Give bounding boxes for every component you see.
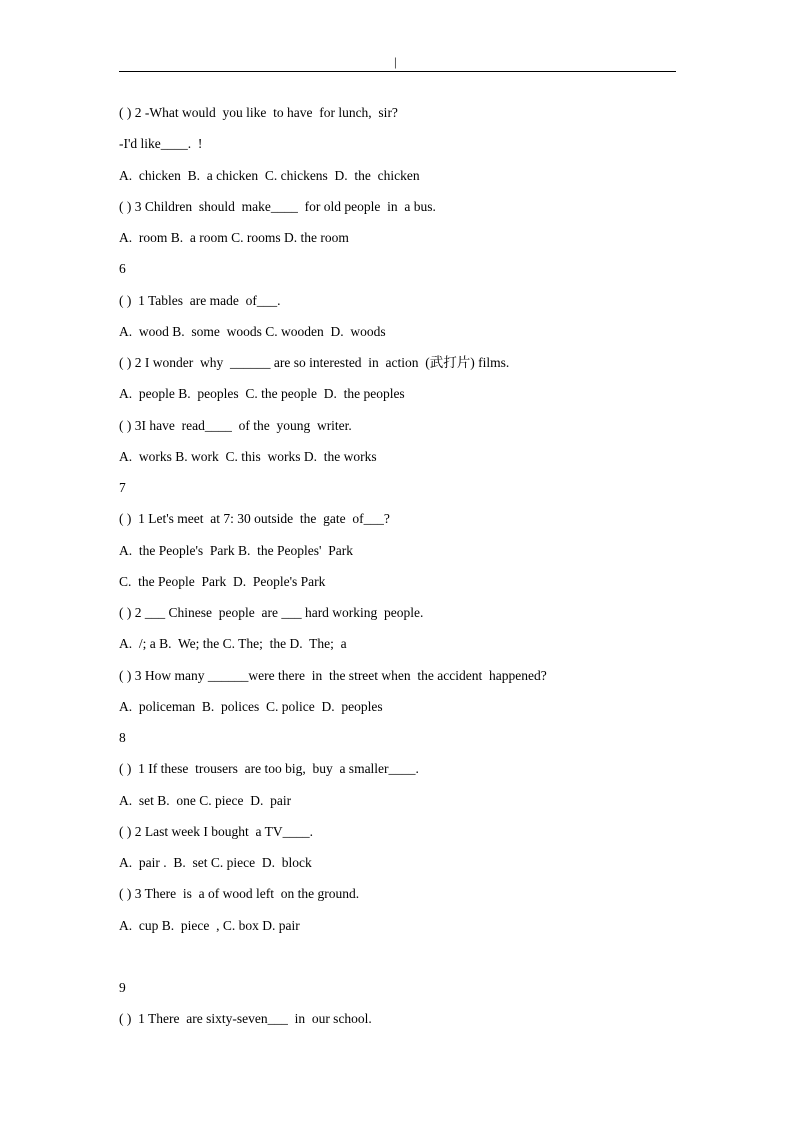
header-rule [119, 71, 676, 72]
answer-options: A. set B. one C. piece D. pair [119, 792, 292, 808]
question-text: ( ) 2 Last week I bought a TV____. [119, 823, 313, 839]
answer-options: A. the People's Park B. the Peoples' Park [119, 542, 353, 558]
question-text: ( ) 3I have read____ of the young writer. [119, 417, 352, 433]
answer-options: A. wood B. some woods C. wooden D. woods [119, 323, 386, 339]
section-number: 7 [119, 480, 126, 495]
question-text: ( ) 1 Tables are made of___. [119, 292, 281, 308]
answer-options: A. room B. a room C. rooms D. the room [119, 230, 349, 245]
section-number: 9 [119, 980, 126, 995]
answer-options: A. pair . B. set C. piece D. block [119, 855, 312, 870]
question-text: ( ) 3 How many ______were there in the street when the accident happened? [119, 667, 547, 683]
question-text: ( ) 1 There are sixty-seven___ in our school. [119, 1011, 372, 1027]
answer-line: -I'd like____. ! [119, 136, 203, 152]
answer-options: A. cup B. piece , C. box D. pair [119, 917, 300, 933]
question-text: ( ) 3 There is a of wood left on the ground. [119, 886, 360, 902]
answer-options: A. policeman B. polices C. police D. peoples [119, 698, 383, 714]
question-text: ( ) 3 Children should make____ for old people in a bus. [119, 198, 436, 214]
header-mark: | [394, 54, 397, 69]
answer-options: C. the People Park D. People's Park [119, 573, 326, 589]
question-list [119, 103, 679, 1041]
section-number: 6 [119, 261, 126, 277]
answer-options: A. works B. work C. this works D. the works [119, 448, 377, 464]
question-text: ( ) 2 ___ Chinese people are ___ hard working people. [119, 605, 424, 620]
answer-options: A. /; a B. We; the C. The; the D. The; a [119, 636, 347, 652]
answer-options: A. chicken B. a chicken C. chickens D. the chicken [119, 167, 420, 183]
question-text: ( ) 1 Let's meet at 7: 30 outside the gate of___? [119, 511, 390, 527]
question-text: ( ) 2 I wonder why ______ are so interested in action (武打片) films. [119, 355, 510, 370]
blank-line [119, 947, 679, 978]
question-text: ( ) 2 -What would you like to have for lunch, sir? [119, 105, 398, 120]
section-number: 8 [119, 730, 126, 745]
question-text: ( ) 1 If these trousers are too big, buy a smaller____. [119, 761, 419, 777]
answer-options: A. people B. peoples C. the people D. the peoples [119, 386, 405, 402]
